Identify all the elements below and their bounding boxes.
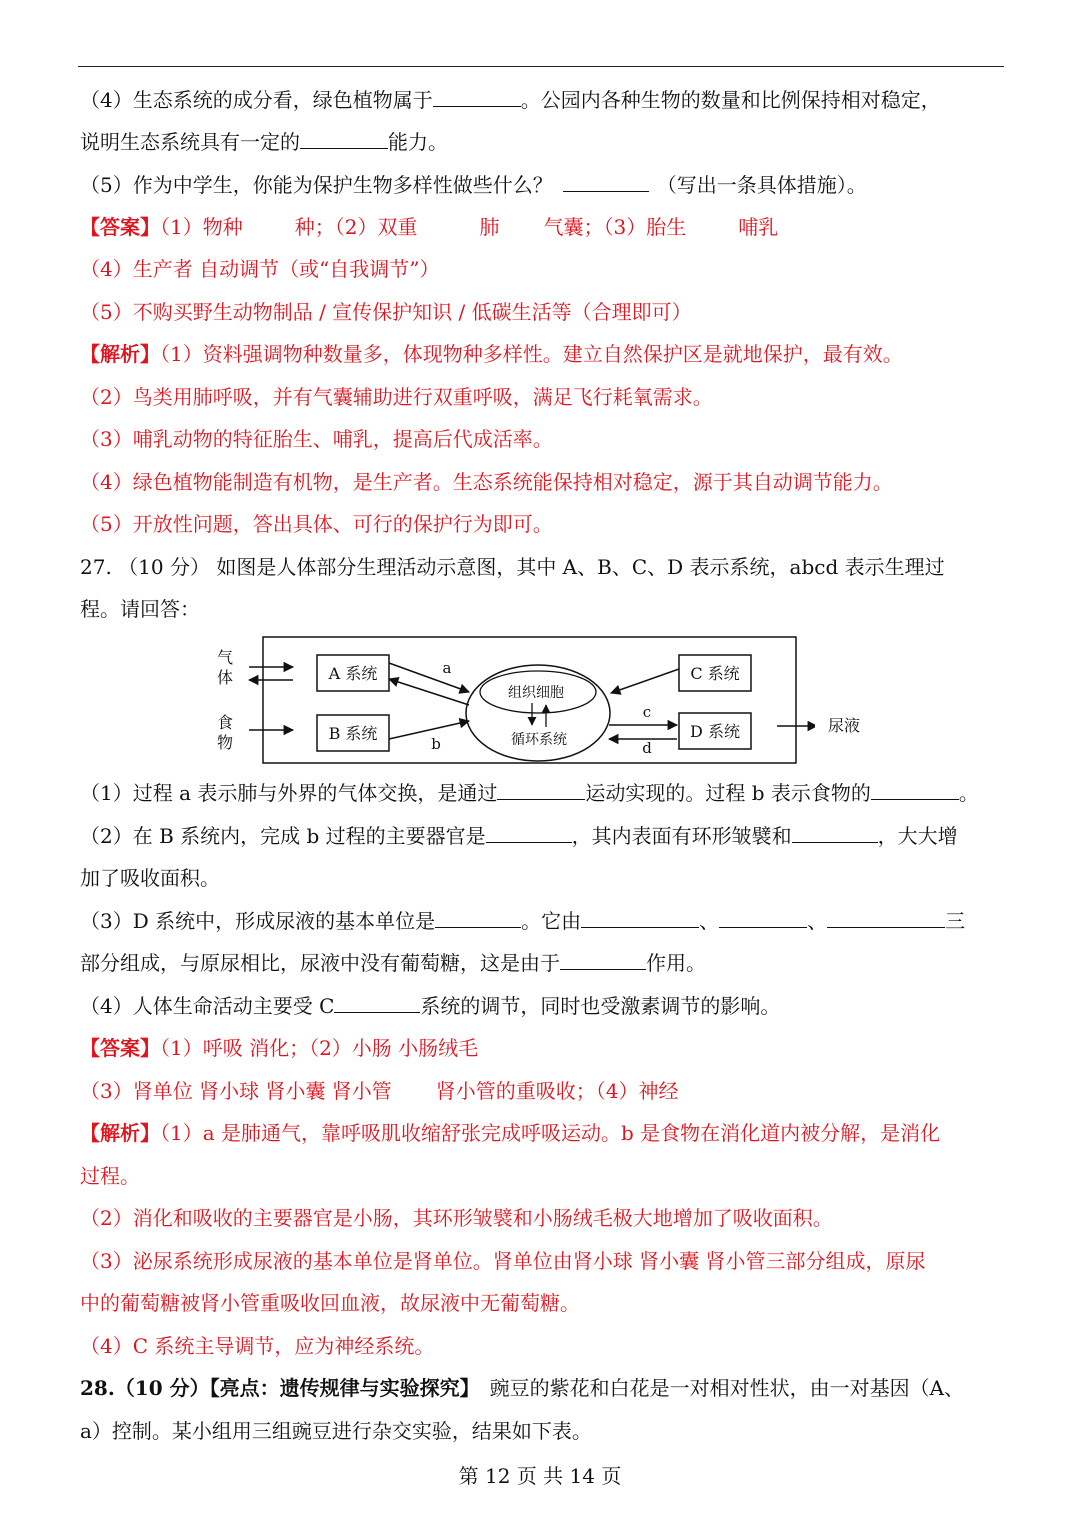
q27-explanation-1-cont: 过程。	[80, 1164, 140, 1188]
tissue-cell-label: 组织细胞	[508, 685, 564, 701]
system-a-label: A 系统	[328, 664, 378, 683]
answer-blank	[871, 779, 959, 800]
answer-blank	[563, 171, 649, 192]
answer-blank	[435, 907, 521, 928]
q27-explanation-3-cont: 中的葡萄糖被肾小管重吸收回血液，故尿液中无葡萄糖。	[80, 1291, 580, 1315]
explanation-label: 【解析】	[80, 342, 160, 366]
q26-line-4: （4）生态系统的成分看，绿色植物属于 。公园内各种生物的数量和比例保持相对稳定，	[80, 88, 941, 112]
process-a-arrow-out	[389, 679, 469, 705]
q27-answer-line-2: （3）肾单位 肾小球 肾小囊 肾小管 肾小管的重吸收；（4）神经	[80, 1079, 679, 1103]
answer-blank	[792, 822, 878, 843]
system-c-label: C 系统	[690, 664, 740, 683]
q26-answer-line-1: 【答案】（1）物种 种；（2）双重 肺 气囊；（3）胎生 哺乳	[80, 215, 779, 239]
process-a-label: a	[442, 659, 452, 677]
q26-explanation-5: （5）开放性问题，答出具体、可行的保护行为即可。	[80, 512, 553, 536]
gas-label-char2: 体	[216, 668, 234, 687]
q27-explanation-2: （2）消化和吸收的主要器官是小肠，其环形皱襞和小肠绒毛极大地增加了吸收面积。	[80, 1206, 833, 1230]
process-b-label: b	[431, 735, 441, 753]
q26-line-4-cont: 说明生态系统具有一定的 能力。	[80, 130, 448, 154]
gas-label-char1: 气	[216, 648, 234, 667]
answer-blank	[433, 86, 521, 107]
answer-blank	[560, 949, 646, 970]
q27-explanation-4: （4）C 系统主导调节，应为神经系统。	[80, 1334, 435, 1358]
q26-explanation-1: 【解析】（1）资料强调物种数量多，体现物种多样性。建立自然保护区是就地保护，最有效。	[80, 342, 903, 366]
system-d-label: D 系统	[690, 722, 740, 741]
q26-explanation-3: （3）哺乳动物的特征胎生、哺乳，提高后代成活率。	[80, 427, 553, 451]
q27-part-3-cont: 部分组成，与原尿相比，尿液中没有葡萄糖，这是由于 作用。	[80, 951, 706, 975]
answer-label: 【答案】	[80, 1036, 160, 1060]
q27-part-3: （3）D 系统中，形成尿液的基本单位是 。它由 、 、 三	[80, 909, 966, 933]
food-label-char2: 物	[216, 733, 234, 752]
answer-blank	[719, 907, 807, 928]
q27-explanation-1: 【解析】（1）a 是肺通气，靠呼吸肌收缩舒张完成呼吸运动。b 是食物在消化道内被分解，是消化	[80, 1121, 941, 1145]
process-b-arrow	[389, 721, 469, 739]
q27-stem-line-1: 27. （10 分） 如图是人体部分生理活动示意图，其中 A、B、C、D 表示系统，abcd 表示生理过	[80, 555, 945, 579]
q27-explanation-3: （3）泌尿系统形成尿液的基本单位是肾单位。肾单位由肾小球 肾小囊 肾小管三部分组成，原尿	[80, 1249, 926, 1273]
q27-stem-line-2: 程。请回答：	[80, 597, 200, 621]
urine-label: 尿液	[828, 716, 861, 735]
process-d-label: d	[642, 739, 652, 757]
header-rule	[78, 66, 1004, 67]
process-c-label: c	[642, 703, 652, 721]
process-a-arrow-in	[389, 663, 469, 692]
system-c-arrow	[611, 669, 679, 693]
food-label-char1: 食	[216, 713, 234, 732]
q26-answer-line-3: （5）不购买野生动物制品 / 宣传保护知识 / 低碳生活等（合理即可）	[80, 300, 692, 324]
q26-line-5: （5）作为中学生，你能为保护生物多样性做些什么？ （写出一条具体措施）。	[80, 173, 867, 197]
circulation-system-label: 循环系统	[511, 732, 567, 748]
answer-blank	[497, 779, 585, 800]
q27-answer-line-1: 【答案】（1）呼吸 消化；（2）小肠 小肠绒毛	[80, 1036, 479, 1060]
answer-label: 【答案】	[80, 215, 160, 239]
q26-explanation-2: （2）鸟类用肺呼吸，并有气囊辅助进行双重呼吸，满足飞行耗氧需求。	[80, 385, 713, 409]
q26-answer-line-2: （4）生产者 自动调节（或“自我调节”）	[80, 257, 440, 281]
answer-blank	[827, 907, 945, 928]
q27-part-2: （2）在 B 系统内，完成 b 过程的主要器官是 ，其内表面有环形皱襞和 ，大大增	[80, 824, 958, 848]
q28-stem-line-1: 28.（10 分）【亮点：遗传规律与实验探究】 豌豆的紫花和白花是一对相对性状，由一对基因（A、	[80, 1376, 965, 1400]
answer-blank	[300, 128, 388, 149]
q28-stem-line-2: a）控制。某小组用三组豌豆进行杂交实验，结果如下表。	[80, 1419, 592, 1443]
q27-part-1: （1）过程 a 表示肺与外界的气体交换，是通过 运动实现的。过程 b 表示食物的 。	[80, 781, 979, 805]
answer-blank	[581, 907, 699, 928]
system-b-label: B 系统	[328, 724, 378, 743]
q26-explanation-4: （4）绿色植物能制造有机物，是生产者。生态系统能保持相对稳定，源于其自动调节能力。	[80, 470, 893, 494]
page-number-footer: 第 12 页 共 14 页	[458, 1464, 622, 1488]
q27-part-4: （4）人体生命活动主要受 C 系统的调节，同时也受激素调节的影响。	[80, 994, 781, 1018]
q27-part-2-cont: 加了吸收面积。	[80, 866, 220, 890]
answer-blank	[486, 822, 572, 843]
physiology-diagram	[205, 635, 815, 770]
answer-blank	[334, 992, 420, 1013]
explanation-label: 【解析】	[80, 1121, 160, 1145]
